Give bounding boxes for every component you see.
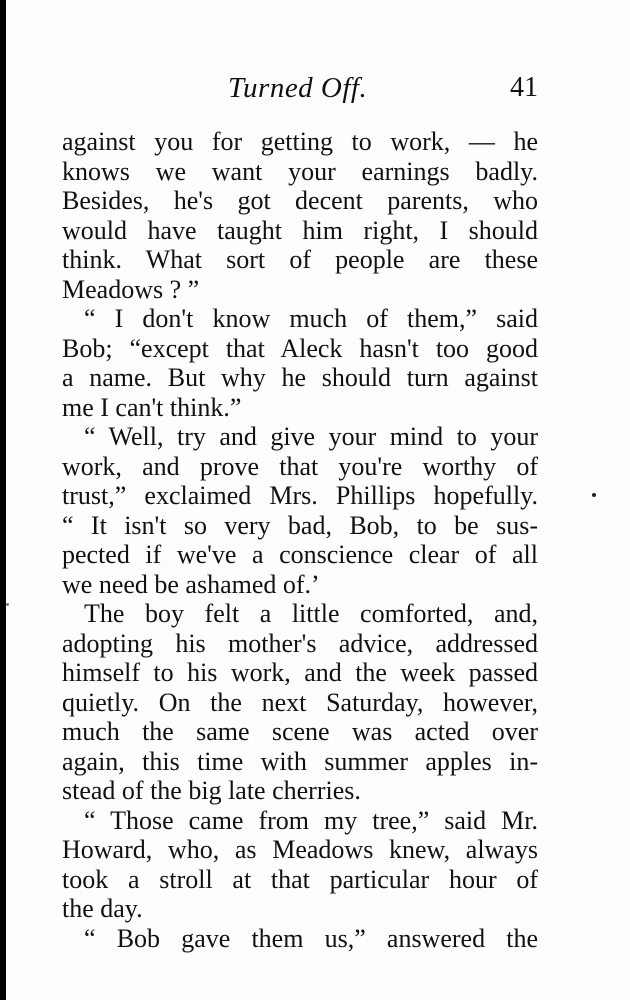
text-line: “ Those came from my tree,” said Mr. (84, 805, 538, 835)
paper-speck (592, 493, 596, 497)
text-line: himself to his work, and the week passed (62, 658, 538, 687)
text-line: Meadows ? ” (62, 274, 200, 304)
text-line: took a stroll at that particular hour of (62, 864, 538, 894)
paper-speck (6, 603, 9, 606)
text-line: much the same scene was acted over (62, 717, 538, 746)
text-line: would have taught him right, I should (62, 215, 538, 245)
text-line: trust,” exclaimed Mrs. Phillips hopefully. (62, 481, 538, 510)
text-line: pected if we've a conscience clear of all (62, 540, 538, 569)
text-line: adopting his mother's advice, addressed (62, 628, 538, 658)
text-line: the day. (62, 894, 143, 923)
text-line: “ I don't know much of them,” said (84, 304, 538, 333)
page-number: 41 (510, 72, 538, 103)
text-line: a name. But why he should turn against (62, 363, 538, 392)
text-line: The boy felt a little comforted, and, (84, 599, 538, 628)
text-line: Bob; “except that Aleck hasn't too good (62, 333, 538, 363)
text-line: quietly. On the next Saturday, however, (62, 687, 538, 717)
running-title: Turned Off. (228, 72, 368, 104)
text-line: stead of the big late cherries. (62, 776, 361, 805)
text-line: me I can't think.” (62, 392, 242, 422)
text-line: against you for getting to work, — he (62, 127, 538, 156)
page-header (62, 72, 538, 112)
text-line: again, this time with summer apples in- (62, 746, 538, 776)
text-line: work, and prove that you're worthy of (62, 451, 538, 481)
book-page (6, 0, 630, 1000)
text-line: think. What sort of people are these (62, 245, 538, 274)
body-text (62, 127, 538, 953)
text-line: we need be ashamed of.’ (62, 569, 320, 599)
text-line: “ It isn't so very bad, Bob, to be sus- (62, 510, 538, 540)
text-line: Besides, he's got decent parents, who (62, 186, 538, 215)
text-line: “ Bob gave them us,” answered the (84, 923, 538, 953)
text-line: knows we want your earnings badly. (62, 156, 538, 186)
text-line: Howard, who, as Meadows knew, always (62, 835, 538, 864)
text-line: “ Well, try and give your mind to your (84, 422, 538, 451)
